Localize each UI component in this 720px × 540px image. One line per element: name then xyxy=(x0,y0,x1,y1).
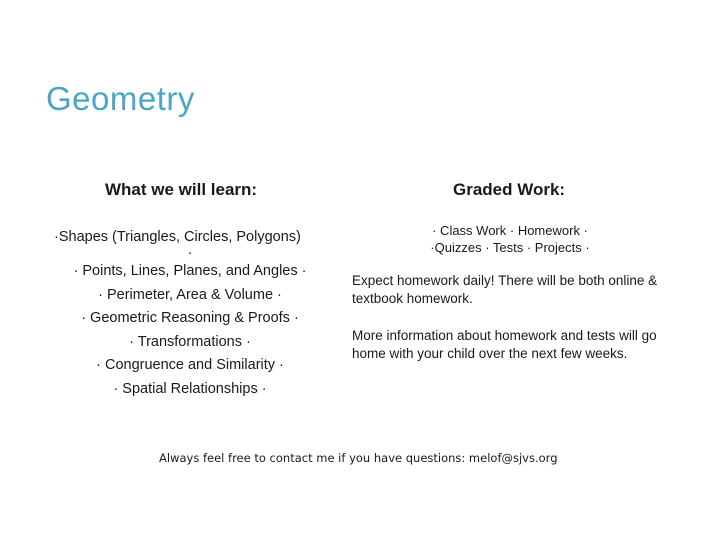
learn-topic: · Transformations · xyxy=(129,333,251,350)
learn-topic-list xyxy=(50,226,330,402)
learn-topic: · Congruence and Similarity · xyxy=(96,357,284,373)
info-paragraph: More information about homework and tests will go home with your child over the next few weeks. xyxy=(352,328,657,361)
homework-paragraph: Expect homework daily! There will be both online & textbook homework. xyxy=(352,273,658,306)
learn-topic: · Points, Lines, Planes, and Angles · xyxy=(73,263,307,279)
learn-topic: · Spatial Relationships · xyxy=(113,380,267,397)
learn-topic-shapes: ·Shapes (Triangles, Circles, Polygons) xyxy=(54,229,301,245)
graded-work-list xyxy=(420,222,600,256)
learn-topic: · Perimeter, Area & Volume · xyxy=(98,286,282,303)
graded-line: · Class Work · Homework · xyxy=(432,223,588,238)
graded-line: ·Quizzes · Tests · Projects · xyxy=(430,240,590,255)
learn-topic: · Geometric Reasoning & Proofs · xyxy=(81,310,299,326)
learn-heading: What we will learn: xyxy=(105,180,258,199)
graded-heading: Graded Work: xyxy=(453,180,566,199)
slide-title: Geometry xyxy=(46,80,195,117)
learn-topic-separator: · xyxy=(187,245,193,261)
contact-line: Always feel free to contact me if you have questions: melof@sjvs.org xyxy=(159,451,558,465)
